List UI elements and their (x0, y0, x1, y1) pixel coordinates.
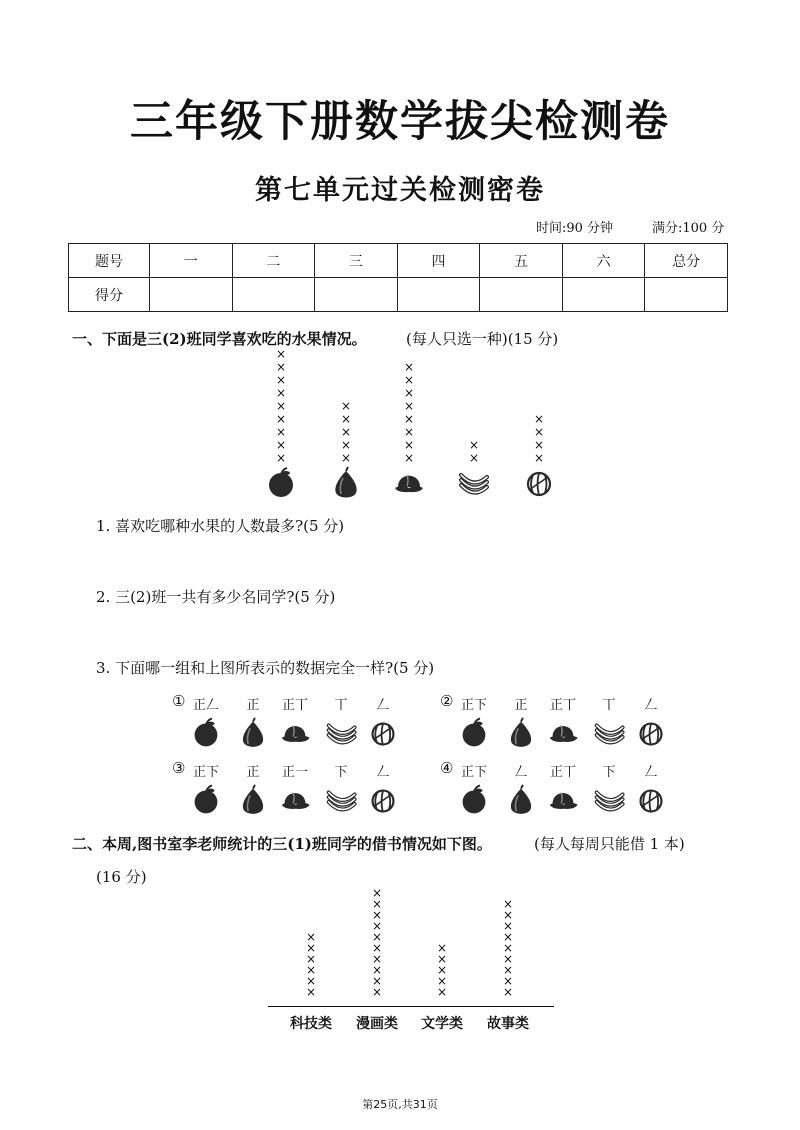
x-mark: × (533, 451, 545, 465)
x-mark: × (436, 985, 448, 999)
apple-icon (195, 786, 218, 814)
peach-icon (395, 475, 423, 492)
x-mark: × (305, 963, 317, 977)
peach-icon (550, 792, 578, 809)
pear-icon (511, 785, 531, 814)
x-mark: × (502, 963, 514, 977)
x-mark: × (403, 425, 415, 439)
x-mark: × (502, 941, 514, 955)
category-label: 科技类 (290, 1016, 332, 1032)
banana-icon (461, 475, 487, 493)
tally-mark: 正 (514, 698, 528, 713)
x-mark: × (371, 941, 383, 955)
x-mark: × (502, 897, 514, 911)
pear-icon (335, 467, 356, 498)
book-tally-column-1 (303, 932, 319, 998)
x-mark: × (436, 941, 448, 955)
watermelon-icon (373, 791, 394, 813)
tally-mark: 正一 (281, 765, 308, 780)
x-mark: × (371, 908, 383, 922)
banana-icon (597, 792, 623, 809)
x-mark: × (275, 386, 287, 400)
x-mark: × (275, 360, 287, 374)
x-mark: × (371, 897, 383, 911)
table-cell: 六 (562, 244, 645, 278)
x-mark: × (403, 373, 415, 387)
x-mark: × (533, 412, 545, 426)
section2-heading: 二、本周,图书室李老师统计的三(1)班同学的借书情况如下图。 (72, 835, 492, 853)
tally-mark: 正 (246, 765, 260, 780)
tally-mark: 正𠃋 (192, 698, 219, 713)
tally-mark: 下 (602, 765, 616, 780)
option-label[interactable]: ③ (172, 759, 186, 777)
option-label[interactable]: ② (440, 692, 454, 710)
tally-mark: 正丅 (549, 698, 576, 713)
pear-icon (243, 718, 263, 747)
question-3: 3. 下面哪一组和上图所表示的数据完全一样?(5 分) (96, 659, 435, 677)
peach-icon (550, 725, 578, 742)
tally-mark: 正丅 (549, 765, 576, 780)
pear-icon (243, 785, 263, 814)
x-mark: × (371, 952, 383, 966)
table-cell: 一 (150, 244, 233, 278)
book-tally-column-2 (369, 888, 385, 998)
question-2: 2. 三(2)班一共有多少名同学?(5 分) (96, 588, 336, 606)
apple-icon (463, 719, 486, 747)
category-label: 故事类 (487, 1016, 529, 1032)
tally-mark: 丅 (602, 698, 616, 713)
x-mark: × (305, 985, 317, 999)
banana-icon (329, 725, 355, 742)
table-cell: 五 (480, 244, 563, 278)
tally-mark: 𠃋 (644, 765, 658, 780)
x-mark: × (340, 412, 352, 426)
x-mark: × (502, 908, 514, 922)
x-mark: × (340, 399, 352, 413)
x-mark: × (502, 974, 514, 988)
x-mark: × (436, 963, 448, 977)
x-mark: × (275, 347, 287, 361)
peach-icon (282, 725, 310, 742)
x-mark: × (371, 930, 383, 944)
x-mark: × (502, 930, 514, 944)
time-limit: 时间:90 分钟 (536, 221, 614, 236)
apple-icon (195, 719, 218, 747)
table-cell: 题号 (69, 244, 150, 278)
x-mark: × (305, 941, 317, 955)
section2-note: (每人每周只能借 1 本) (534, 835, 685, 853)
page-footer: 第25页,共31页 (362, 1098, 438, 1111)
x-mark: × (403, 399, 415, 413)
x-mark: × (275, 399, 287, 413)
x-mark: × (502, 919, 514, 933)
x-mark: × (371, 985, 383, 999)
table-cell: 三 (315, 244, 398, 278)
banana-icon (597, 725, 623, 742)
tally-mark: 𠃋 (376, 765, 390, 780)
x-mark: × (533, 438, 545, 452)
x-mark: × (275, 438, 287, 452)
pear-icon (511, 718, 531, 747)
unit-subtitle: 第七单元过关检测密卷 (255, 175, 545, 206)
x-mark: × (502, 985, 514, 999)
tally-mark: 正丅 (281, 698, 308, 713)
table-cell: 得分 (69, 278, 150, 312)
x-mark: × (403, 386, 415, 400)
section1-heading: 一、下面是三(2)班同学喜欢吃的水果情况。 (72, 330, 367, 348)
x-mark: × (533, 425, 545, 439)
x-mark: × (371, 919, 383, 933)
x-mark: × (403, 360, 415, 374)
x-mark: × (371, 886, 383, 900)
watermelon-icon (641, 724, 662, 746)
x-mark: × (436, 952, 448, 966)
x-mark: × (275, 412, 287, 426)
category-label: 文学类 (421, 1016, 463, 1032)
apple-icon (463, 786, 486, 814)
x-mark: × (275, 373, 287, 387)
x-mark: × (403, 438, 415, 452)
peach-icon (282, 792, 310, 809)
x-mark: × (340, 425, 352, 439)
page-title: 三年级下册数学拔尖检测卷 (130, 97, 670, 147)
table-cell: 二 (232, 244, 315, 278)
section1-note: (每人只选一种)(15 分) (406, 330, 559, 348)
x-mark: × (305, 930, 317, 944)
x-mark: × (371, 963, 383, 977)
book-tally-column-4 (500, 899, 516, 998)
tally-mark: 正下 (460, 698, 487, 713)
x-mark: × (340, 451, 352, 465)
option-label[interactable]: ④ (440, 759, 454, 777)
tally-mark: 𠃋 (376, 698, 390, 713)
tally-mark: 𠃋 (514, 765, 528, 780)
x-mark: × (468, 451, 480, 465)
tally-mark: 𠃋 (644, 698, 658, 713)
x-mark: × (305, 952, 317, 966)
x-mark: × (275, 451, 287, 465)
x-mark: × (340, 438, 352, 452)
watermelon-icon (373, 724, 394, 746)
tally-mark: 正下 (460, 765, 487, 780)
category-label: 漫画类 (356, 1016, 398, 1032)
tally-mark: 正 (246, 698, 260, 713)
x-mark: × (275, 425, 287, 439)
section2-points: (16 分) (96, 868, 147, 886)
full-score: 满分:100 分 (652, 221, 725, 236)
x-mark: × (468, 438, 480, 452)
x-mark: × (305, 974, 317, 988)
x-mark: × (371, 974, 383, 988)
x-mark: × (403, 451, 415, 465)
x-mark: × (403, 412, 415, 426)
apple-icon (269, 468, 293, 497)
table-cell: 总分 (645, 244, 728, 278)
tally-mark: 正下 (192, 765, 219, 780)
watermelon-icon (528, 473, 550, 495)
banana-icon (329, 792, 355, 809)
tally-mark: 下 (334, 765, 348, 780)
question-1: 1. 喜欢吃哪种水果的人数最多?(5 分) (96, 517, 345, 535)
watermelon-icon (641, 791, 662, 813)
option-label[interactable]: ① (172, 692, 186, 710)
book-tally-column-3 (434, 943, 450, 998)
x-mark: × (502, 952, 514, 966)
chart-baseline (268, 1006, 554, 1007)
tally-mark: 丅 (334, 698, 348, 713)
table-cell: 四 (397, 244, 480, 278)
x-mark: × (436, 974, 448, 988)
